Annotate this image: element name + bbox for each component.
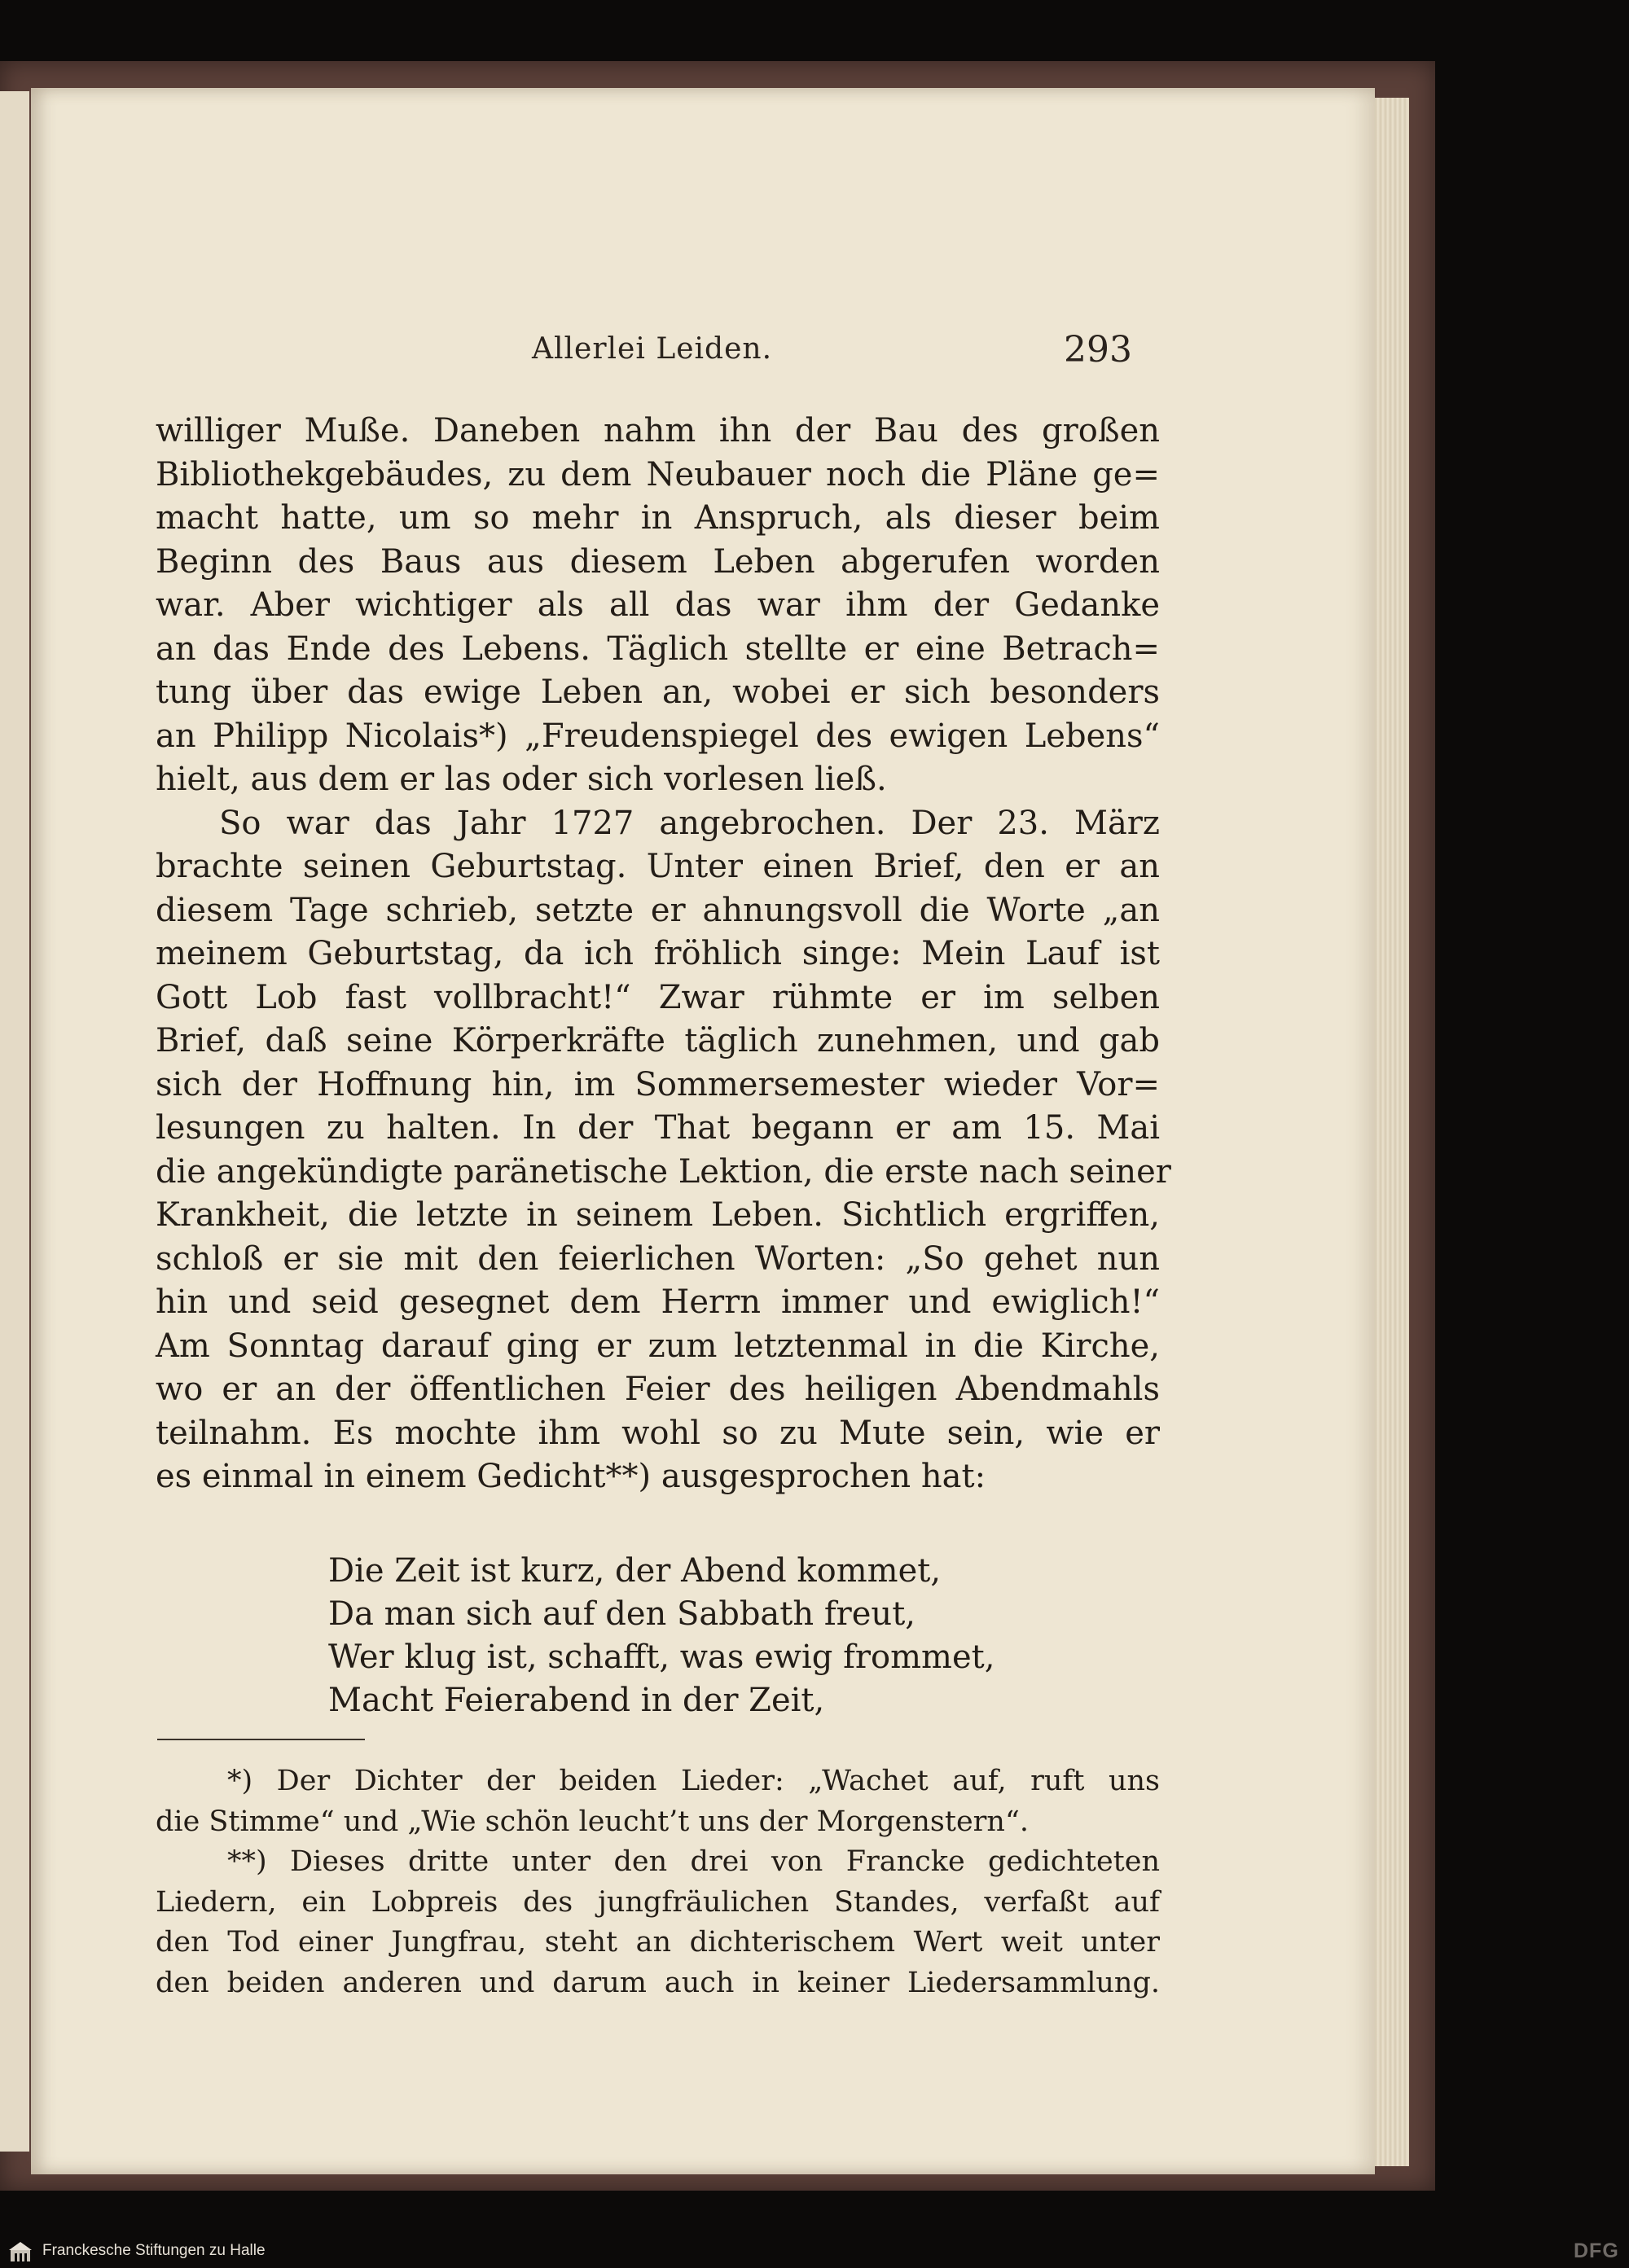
verse-line: Macht Feierabend in der Zeit,: [328, 1682, 825, 1719]
text-line: es einmal in einem Gedicht**) ausgesprochen hat:: [156, 1458, 986, 1495]
text-line: lesungen zu halten. In der That begann er am 15. Mai: [156, 1109, 1160, 1147]
text-line: tung über das ewige Leben an, wobei er sich besonders: [156, 673, 1160, 711]
text-line: war. Aber wichtiger als all das war ihm der Gedanke: [156, 586, 1160, 624]
footnote-divider: [157, 1739, 365, 1740]
footnote-line: *) Der Dichter der beiden Lieder: „Wachet auf, ruft uns: [227, 1765, 1160, 1797]
text-line: hielt, aus dem er las oder sich vorlesen ließ.: [156, 761, 887, 798]
text-line: macht hatte, um so mehr in Anspruch, als dieser beim: [156, 499, 1160, 537]
running-title: Allerlei Leiden.: [532, 332, 773, 366]
footer-bar: [0, 2235, 1629, 2268]
dfg-logo: DFG: [1574, 2239, 1619, 2262]
page-number: 293: [1064, 329, 1132, 371]
text-line: Beginn des Baus aus diesem Leben abgerufen worden: [156, 542, 1160, 581]
text-line: meinem Geburtstag, da ich fröhlich singe: Mein Lauf ist: [156, 935, 1160, 972]
credit-text: Franckesche Stiftungen zu Halle: [42, 2242, 266, 2259]
text-line: Am Sonntag darauf ging er zum letztenmal in die Kirche,: [156, 1327, 1160, 1365]
text-line: hin und seid gesegnet dem Herrn immer und ewiglich!“: [156, 1283, 1160, 1321]
text-line: brachte seinen Geburtstag. Unter einen Brief, den er an: [156, 848, 1160, 885]
text-line: Bibliothekgebäudes, zu dem Neubauer noch die Pläne ge=: [156, 455, 1160, 494]
footnote-line: **) Dieses dritte unter den drei von Francke gedichteten: [227, 1845, 1160, 1878]
foundation-building-icon: [8, 2240, 33, 2263]
footnote-line: die Stimme“ und „Wie schön leucht’t uns der Morgenstern“.: [156, 1805, 1029, 1838]
text-line: Krankheit, die letzte in seinem Leben. Sichtlich ergriffen,: [156, 1196, 1160, 1234]
text-line: Brief, daß seine Körperkräfte täglich zunehmen, und gab: [156, 1022, 1160, 1059]
text-line: wo er an der öffentlichen Feier des heiligen Abendmahls: [156, 1371, 1160, 1408]
footnote-line: den Tod einer Jungfrau, steht an dichterischem Wert weit unter: [156, 1926, 1160, 1959]
text-line: sich der Hoffnung hin, im Sommersemester wieder Vor=: [156, 1065, 1160, 1103]
text-line: So war das Jahr 1727 angebrochen. Der 23. März: [219, 804, 1160, 842]
body-text: [156, 410, 1171, 1499]
text-line: schloß er sie mit den feierlichen Worten: „So gehet nun: [156, 1239, 1160, 1278]
text-line: Gott Lob fast vollbracht!“ Zwar rühmte er im selben: [156, 978, 1160, 1016]
verse-line: Wer klug ist, schafft, was ewig frommet,: [328, 1638, 995, 1676]
footnote-line: den beiden anderen und darum auch in keiner Liedersammlung.: [156, 1966, 1160, 1999]
text-line: diesem Tage schrieb, setzte er ahnungsvoll die Worte „an: [156, 891, 1160, 929]
text-line: teilnahm. Es mochte ihm wohl so zu Mute sein, wie er: [156, 1414, 1160, 1452]
page-header: [31, 329, 1375, 381]
footnotes: [156, 1761, 1160, 2003]
text-line: an Philipp Nicolais*) „Freudenspiegel des ewigen Lebens“: [156, 717, 1160, 755]
book-page: [31, 88, 1375, 2174]
left-page-edge: [0, 91, 29, 2152]
verse-line: Da man sich auf den Sabbath freut,: [328, 1595, 915, 1633]
footnote-line: Liedern, ein Lobpreis des jungfräulichen Standes, verfaßt auf: [156, 1885, 1160, 1919]
text-line: die angekündigte paränetische Lektion, die erste nach seiner: [156, 1152, 1171, 1191]
verse-line: Die Zeit ist kurz, der Abend kommet,: [328, 1552, 942, 1590]
verse-quote: [328, 1550, 995, 1722]
text-line: williger Muße. Daneben nahm ihn der Bau des großen: [156, 412, 1160, 450]
text-line: an das Ende des Lebens. Täglich stellte er eine Betrach=: [156, 630, 1160, 668]
